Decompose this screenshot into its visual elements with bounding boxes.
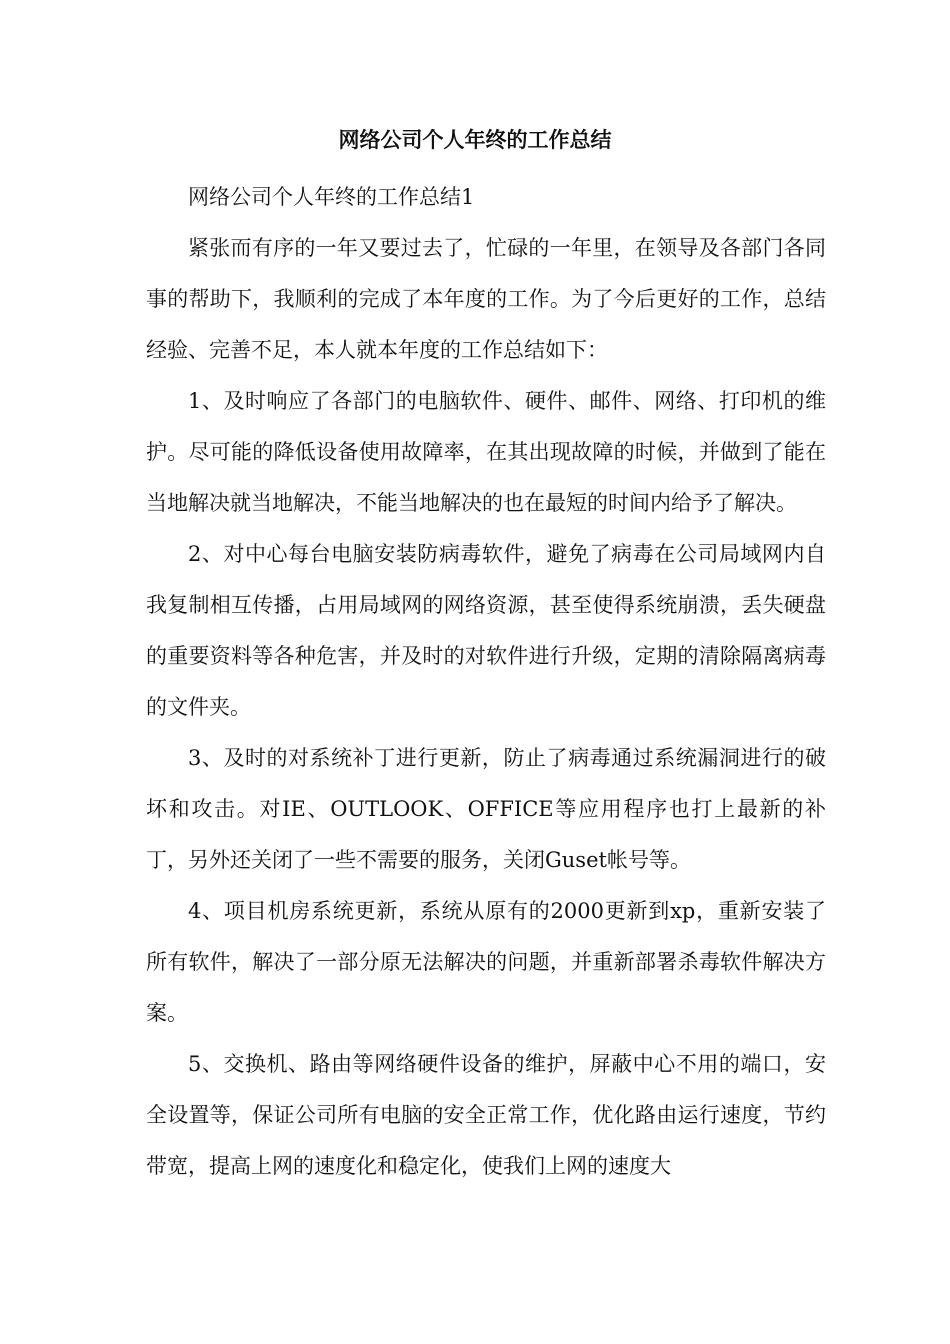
paragraph-item-4: 4、项目机房系统更新，系统从原有的2000更新到xp，重新安装了所有软件，解决了一部分原无法解决的问题，并重新部署杀毒软件解决方案。 <box>146 899 826 1025</box>
document-title: 网络公司个人年终的工作总结 <box>338 127 612 152</box>
section-heading: 网络公司个人年终的工作总结1 <box>188 185 475 209</box>
paragraph-item-3: 3、及时的对系统补丁进行更新，防止了病毒通过系统漏洞进行的破坏和攻击。对IE、OUTLOOK、OFFICE等应用程序也打上最新的补丁，另外还关闭了一些不需要的服务，关闭Guset帐号等。 <box>146 746 826 872</box>
paragraph-item-2: 2、对中心每台电脑安装防病毒软件，避免了病毒在公司局域网内自我复制相互传播，占用局域网的网络资源，甚至使得系统崩溃，丢失硬盘的重要资料等各种危害，并及时的对软件进行升级，定期的清除隔离病毒的文件夹。 <box>146 542 826 719</box>
paragraph-intro: 紧张而有序的一年又要过去了，忙碌的一年里，在领导及各部门各同事的帮助下，我顺利的完成了本年度的工作。为了今后更好的工作，总结经验、完善不足，本人就本年度的工作总结如下： <box>146 236 826 362</box>
paragraph-item-1: 1、及时响应了各部门的电脑软件、硬件、邮件、网络、打印机的维护。尽可能的降低设备使用故障率，在其出现故障的时候，并做到了能在当地解决就当地解决，不能当地解决的也在最短的时间内给予了解决。 <box>146 389 826 515</box>
document-body <box>146 172 826 1192</box>
paragraph-item-5: 5、交换机、路由等网络硬件设备的维护，屏蔽中心不用的端口，安全设置等，保证公司所有电脑的安全正常工作，优化路由运行速度，节约带宽，提高上网的速度化和稳定化，使我们上网的速度大 <box>146 1052 826 1178</box>
